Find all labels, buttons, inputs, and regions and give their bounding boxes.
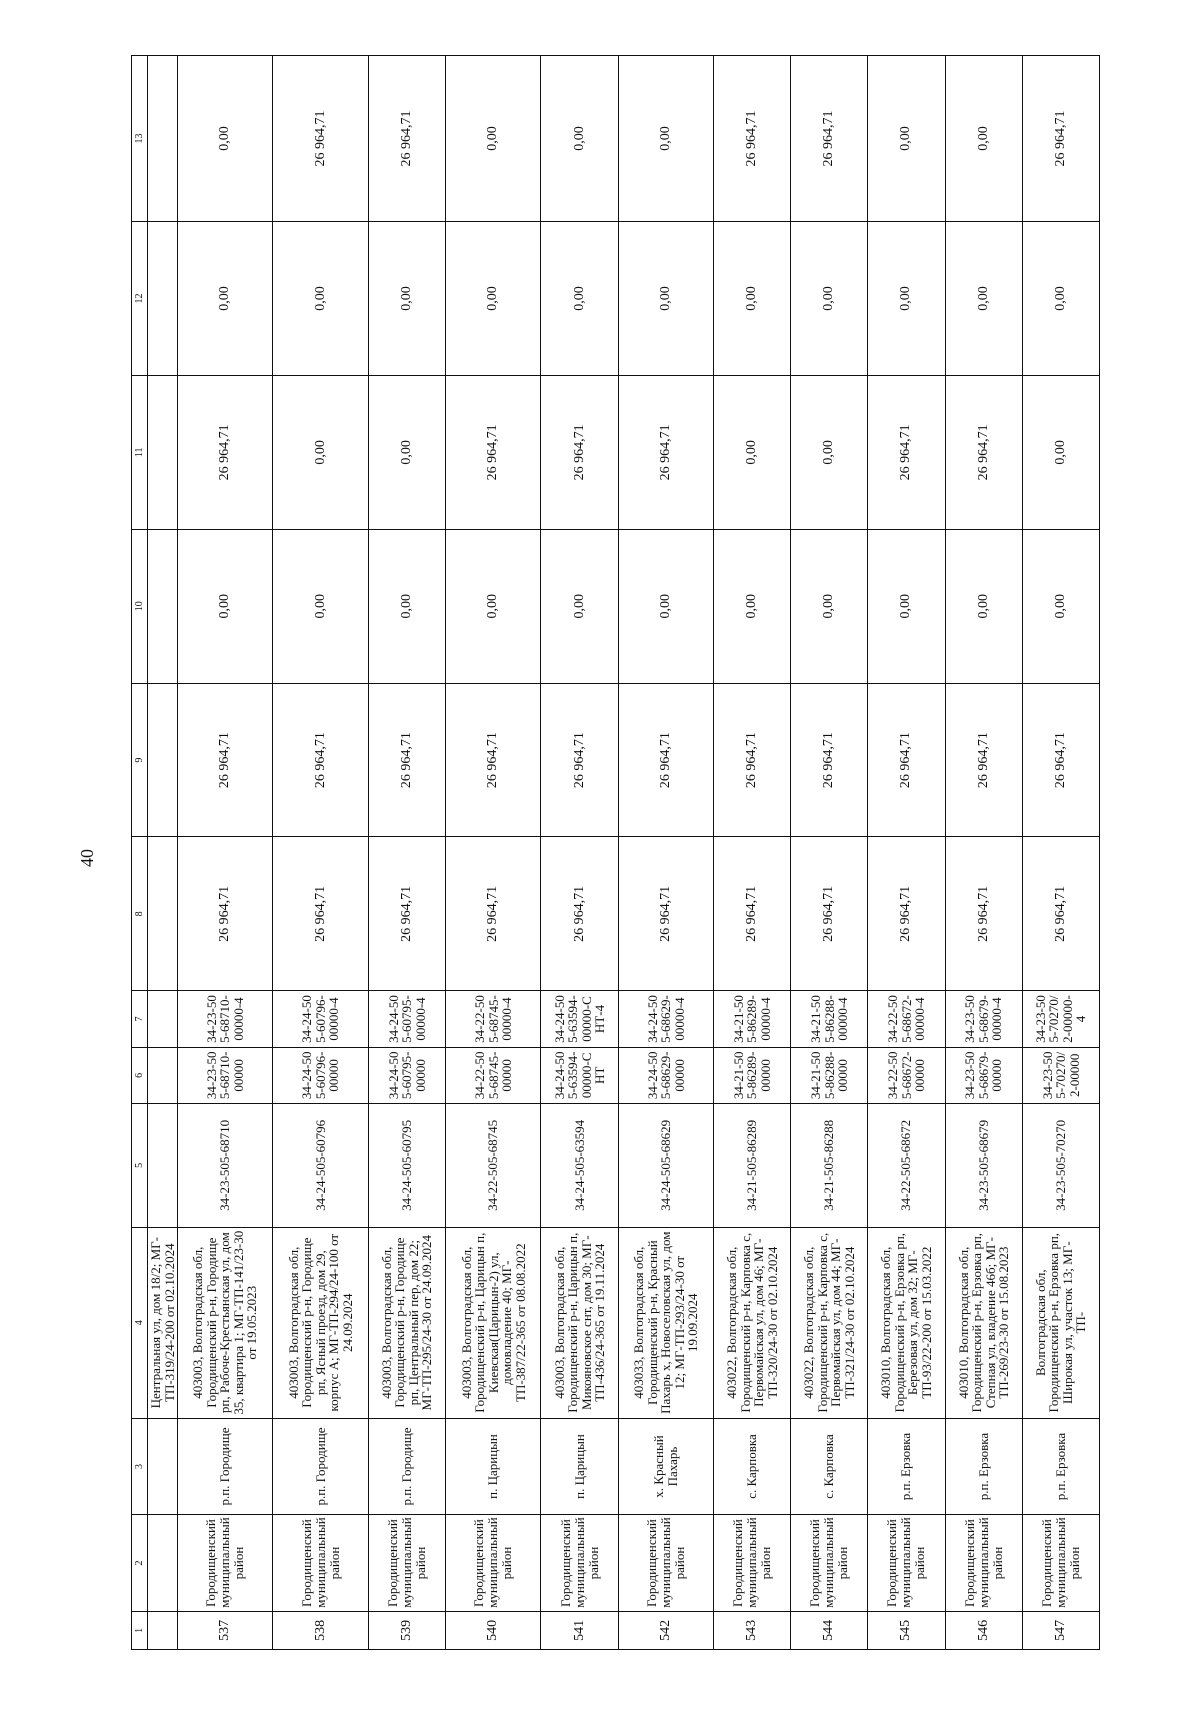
rotated-table-container: [131, 55, 1100, 1650]
amount-cell: 26 964,71: [178, 683, 273, 837]
address-cell: Волгоградская обл, Городищенский р-н, Ерзовка рп, Широкая ул, участок 13; МГ-ТП-: [1022, 1227, 1099, 1418]
amount-cell: 0,00: [541, 222, 618, 376]
settlement-cell: р.п. Ерзовка: [945, 1418, 1022, 1515]
carryover-row: [148, 56, 178, 1650]
amount-cell: 26 964,71: [618, 837, 713, 991]
table-body: [148, 56, 1100, 1650]
amount-cell: 26 964,71: [368, 683, 445, 837]
amount-cell: 0,00: [868, 529, 945, 683]
amount-cell: 26 964,71: [791, 837, 868, 991]
table-row: [868, 56, 945, 1650]
amount-cell: 0,00: [368, 375, 445, 529]
amount-cell: 0,00: [446, 222, 541, 376]
settlement-cell: х. Красный Пахарь: [618, 1418, 713, 1515]
amount-cell: 0,00: [178, 529, 273, 683]
code-cell: 34-23-505-68679-00000: [945, 1047, 1022, 1103]
row-number: 537: [178, 1611, 273, 1649]
amount-cell: 0,00: [714, 222, 791, 376]
address-cell: 403003, Волгоградская обл, Городищенский р-н, Городище рп, Центральный пер, дом 22; МГ-ТП-295/24-30 от 24.09.2024: [368, 1227, 445, 1418]
code-cell: 34-23-505-68679-00000-4: [945, 991, 1022, 1047]
table-row: [1022, 56, 1099, 1650]
amount-cell: 26 964,71: [446, 375, 541, 529]
amount-cell: 26 964,71: [618, 683, 713, 837]
code-cell: 34-22-505-68745-00000-4: [446, 991, 541, 1047]
code-cell: 34-22-505-68672: [868, 1103, 945, 1227]
address-cell: 403003, Волгоградская обл, Городищенский р-н, Царицын п, Киевская(Царицын-2) ул, домовладение 40; МГ-ТП-387/22-365 от 08.08.2022: [446, 1227, 541, 1418]
table-row: [791, 56, 868, 1650]
address-cell: 403022, Волгоградская обл, Городищенский р-н, Карповка с, Первомайская ул, дом 44; МГ-ТП-321/24-30 от 02.10.2024: [791, 1227, 868, 1418]
table-row: [945, 56, 1022, 1650]
settlement-cell: р.п. Городище: [273, 1418, 368, 1515]
amount-cell: 0,00: [868, 56, 945, 222]
code-cell: 34-21-505-86289: [714, 1103, 791, 1227]
column-header: 1: [132, 1611, 148, 1649]
district-cell: Городищенский муниципальный район: [178, 1515, 273, 1612]
code-cell: 34-24-505-68629-00000-4: [618, 991, 713, 1047]
column-header: 11: [132, 375, 148, 529]
amount-cell: 26 964,71: [368, 56, 445, 222]
column-header: 10: [132, 529, 148, 683]
table-row: [541, 56, 618, 1650]
column-header: 4: [132, 1227, 148, 1418]
code-cell: 34-21-505-86288-00000: [791, 1047, 868, 1103]
column-header: 3: [132, 1418, 148, 1515]
amount-cell: 0,00: [1022, 529, 1099, 683]
code-cell: 34-24-505-63594-00000-СНТ-4: [541, 991, 618, 1047]
code-cell: 34-22-505-68745-00000: [446, 1047, 541, 1103]
settlement-cell: р.п. Городище: [178, 1418, 273, 1515]
district-cell: Городищенский муниципальный район: [714, 1515, 791, 1612]
district-cell: Городищенский муниципальный район: [618, 1515, 713, 1612]
amount-cell: 26 964,71: [541, 683, 618, 837]
code-cell: 34-24-505-68629-00000: [618, 1047, 713, 1103]
column-header: 2: [132, 1515, 148, 1612]
code-cell: 34-21-505-86288-00000-4: [791, 991, 868, 1047]
code-cell: 34-24-505-63594-00000-СНТ: [541, 1047, 618, 1103]
code-cell: 34-23-505-70270/2-00000-4: [1022, 991, 1099, 1047]
table-row: [368, 56, 445, 1650]
address-cell: 403010, Волгоградская обл, Городищенский р-н, Ерзовка рп, Степная ул, владение 46б; МГ-ТП-269/23-30 от 15.08.2023: [945, 1227, 1022, 1418]
address-cell: 403003, Волгоградская обл, Городищенский р-н, Городище рп, Ясный проезд, дом 29, корпус А; МГ-ТП-294/24-100 от 24.09.2024: [273, 1227, 368, 1418]
table-row: [446, 56, 541, 1650]
amount-cell: 26 964,71: [868, 837, 945, 991]
amount-cell: 0,00: [714, 375, 791, 529]
table-row: [178, 56, 273, 1650]
table-row: [618, 56, 713, 1650]
table-row: [273, 56, 368, 1650]
amount-cell: 26 964,71: [446, 837, 541, 991]
amount-cell: 0,00: [618, 529, 713, 683]
settlement-cell: с. Карповка: [791, 1418, 868, 1515]
address-cell: 403033, Волгоградская обл, Городищенский р-н, Красный Пахарь х, Новоселовская ул, дом 12; МГ-ТП-293/24-30 от 19.09.2024: [618, 1227, 713, 1418]
code-cell: 34-22-505-68672-00000-4: [868, 991, 945, 1047]
amount-cell: 0,00: [618, 56, 713, 222]
amount-cell: 26 964,71: [178, 375, 273, 529]
code-cell: 34-24-505-68629: [618, 1103, 713, 1227]
amount-cell: 0,00: [791, 529, 868, 683]
settlement-cell: п. Царицын: [541, 1418, 618, 1515]
amount-cell: 26 964,71: [541, 375, 618, 529]
amount-cell: 0,00: [541, 529, 618, 683]
settlement-cell: р.п. Городище: [368, 1418, 445, 1515]
amount-cell: 26 964,71: [868, 683, 945, 837]
settlement-cell: п. Царицын: [446, 1418, 541, 1515]
row-number: 547: [1022, 1611, 1099, 1649]
amount-cell: 26 964,71: [541, 837, 618, 991]
column-header: 13: [132, 56, 148, 222]
code-cell: 34-21-505-86289-00000: [714, 1047, 791, 1103]
amount-cell: 0,00: [945, 222, 1022, 376]
amount-cell: 0,00: [945, 529, 1022, 683]
code-cell: 34-23-505-68710-00000-4: [178, 991, 273, 1047]
amount-cell: 26 964,71: [368, 837, 445, 991]
code-cell: 34-24-505-60796-00000-4: [273, 991, 368, 1047]
column-number-row: [132, 56, 148, 1650]
amount-cell: 26 964,71: [273, 56, 368, 222]
code-cell: 34-23-505-68710-00000: [178, 1047, 273, 1103]
amount-cell: 26 964,71: [273, 837, 368, 991]
amount-cell: 26 964,71: [618, 375, 713, 529]
amount-cell: 0,00: [618, 222, 713, 376]
settlement-cell: р.п. Ерзовка: [868, 1418, 945, 1515]
district-cell: Городищенский муниципальный район: [1022, 1515, 1099, 1612]
address-cell: 403003, Волгоградская обл, Городищенский р-н, Городище рп, Рабоче-Крестьянская ул, дом 35, квартира 1; МГ-ТП-141/23-30 от 19.05.2023: [178, 1227, 273, 1418]
amount-cell: 0,00: [791, 375, 868, 529]
page-number: 40: [77, 849, 97, 867]
column-header: 5: [132, 1103, 148, 1227]
amount-cell: 26 964,71: [945, 375, 1022, 529]
address-cell: 403003, Волгоградская обл, Городищенский р-н, Царицын п, Микояновское снт, дом 30; МГ-ТП-436/24-365 от 19.11.2024: [541, 1227, 618, 1418]
code-cell: 34-23-505-68710: [178, 1103, 273, 1227]
settlement-cell: р.п. Ерзовка: [1022, 1418, 1099, 1515]
amount-cell: 0,00: [368, 222, 445, 376]
amount-cell: 26 964,71: [1022, 837, 1099, 991]
amount-cell: 26 964,71: [945, 837, 1022, 991]
amount-cell: 26 964,71: [945, 683, 1022, 837]
district-cell: Городищенский муниципальный район: [791, 1515, 868, 1612]
amount-cell: 0,00: [868, 222, 945, 376]
code-cell: 34-22-505-68745: [446, 1103, 541, 1227]
amount-cell: 26 964,71: [791, 683, 868, 837]
amount-cell: 0,00: [714, 529, 791, 683]
amount-cell: 26 964,71: [178, 837, 273, 991]
row-number: 544: [791, 1611, 868, 1649]
district-cell: Городищенский муниципальный район: [541, 1515, 618, 1612]
row-number: 546: [945, 1611, 1022, 1649]
code-cell: 34-23-505-70270/2-00000: [1022, 1047, 1099, 1103]
column-header: 7: [132, 991, 148, 1047]
district-cell: Городищенский муниципальный район: [945, 1515, 1022, 1612]
amount-cell: 0,00: [541, 56, 618, 222]
amount-cell: 0,00: [945, 56, 1022, 222]
amount-cell: 0,00: [368, 529, 445, 683]
code-cell: 34-24-505-60796-00000: [273, 1047, 368, 1103]
amount-cell: 0,00: [273, 529, 368, 683]
code-cell: 34-24-505-60795: [368, 1103, 445, 1227]
amount-cell: 0,00: [446, 529, 541, 683]
row-number: 543: [714, 1611, 791, 1649]
settlement-cell: с. Карповка: [714, 1418, 791, 1515]
code-cell: 34-21-505-86289-00000-4: [714, 991, 791, 1047]
amount-cell: 0,00: [791, 222, 868, 376]
row-number: 541: [541, 1611, 618, 1649]
code-cell: 34-21-505-86288: [791, 1103, 868, 1227]
row-number: 545: [868, 1611, 945, 1649]
address-cell: 403010, Волгоградская обл, Городищенский р-н, Ерзовка рп, Березовая ул, дом 32; МГ-ТП-93/22-200 от 15.03.2022: [868, 1227, 945, 1418]
amount-cell: 0,00: [446, 56, 541, 222]
code-cell: 34-24-505-63594: [541, 1103, 618, 1227]
table-row: [714, 56, 791, 1650]
amount-cell: 26 964,71: [714, 56, 791, 222]
amount-cell: 26 964,71: [1022, 683, 1099, 837]
code-cell: 34-24-505-60795-00000-4: [368, 991, 445, 1047]
column-header: 8: [132, 837, 148, 991]
amount-cell: 0,00: [273, 222, 368, 376]
district-cell: Городищенский муниципальный район: [446, 1515, 541, 1612]
row-number: 540: [446, 1611, 541, 1649]
district-cell: Городищенский муниципальный район: [868, 1515, 945, 1612]
code-cell: 34-23-505-70270: [1022, 1103, 1099, 1227]
amount-cell: 0,00: [273, 375, 368, 529]
column-header: 12: [132, 222, 148, 376]
column-header: 9: [132, 683, 148, 837]
row-number: 538: [273, 1611, 368, 1649]
row-number: 539: [368, 1611, 445, 1649]
row-number: 542: [618, 1611, 713, 1649]
carryover-address: Центральная ул, дом 18/2; МГ-ТП-319/24-200 от 02.10.2024: [148, 1227, 178, 1418]
register-table: [131, 55, 1100, 1650]
amount-cell: 26 964,71: [1022, 56, 1099, 222]
code-cell: 34-24-505-60796: [273, 1103, 368, 1227]
amount-cell: 26 964,71: [714, 683, 791, 837]
code-cell: 34-23-505-68679: [945, 1103, 1022, 1227]
amount-cell: 26 964,71: [446, 683, 541, 837]
address-cell: 403022, Волгоградская обл, Городищенский р-н, Карповка с, Первомайская ул, дом 46; МГ-ТП-320/24-30 от 02.10.2024: [714, 1227, 791, 1418]
amount-cell: 0,00: [178, 56, 273, 222]
amount-cell: 26 964,71: [714, 837, 791, 991]
column-header: 6: [132, 1047, 148, 1103]
amount-cell: 0,00: [178, 222, 273, 376]
code-cell: 34-24-505-60795-00000: [368, 1047, 445, 1103]
code-cell: 34-22-505-68672-00000: [868, 1047, 945, 1103]
amount-cell: 26 964,71: [791, 56, 868, 222]
amount-cell: 0,00: [1022, 222, 1099, 376]
district-cell: Городищенский муниципальный район: [368, 1515, 445, 1612]
amount-cell: 26 964,71: [868, 375, 945, 529]
amount-cell: 0,00: [1022, 375, 1099, 529]
amount-cell: 26 964,71: [273, 683, 368, 837]
district-cell: Городищенский муниципальный район: [273, 1515, 368, 1612]
